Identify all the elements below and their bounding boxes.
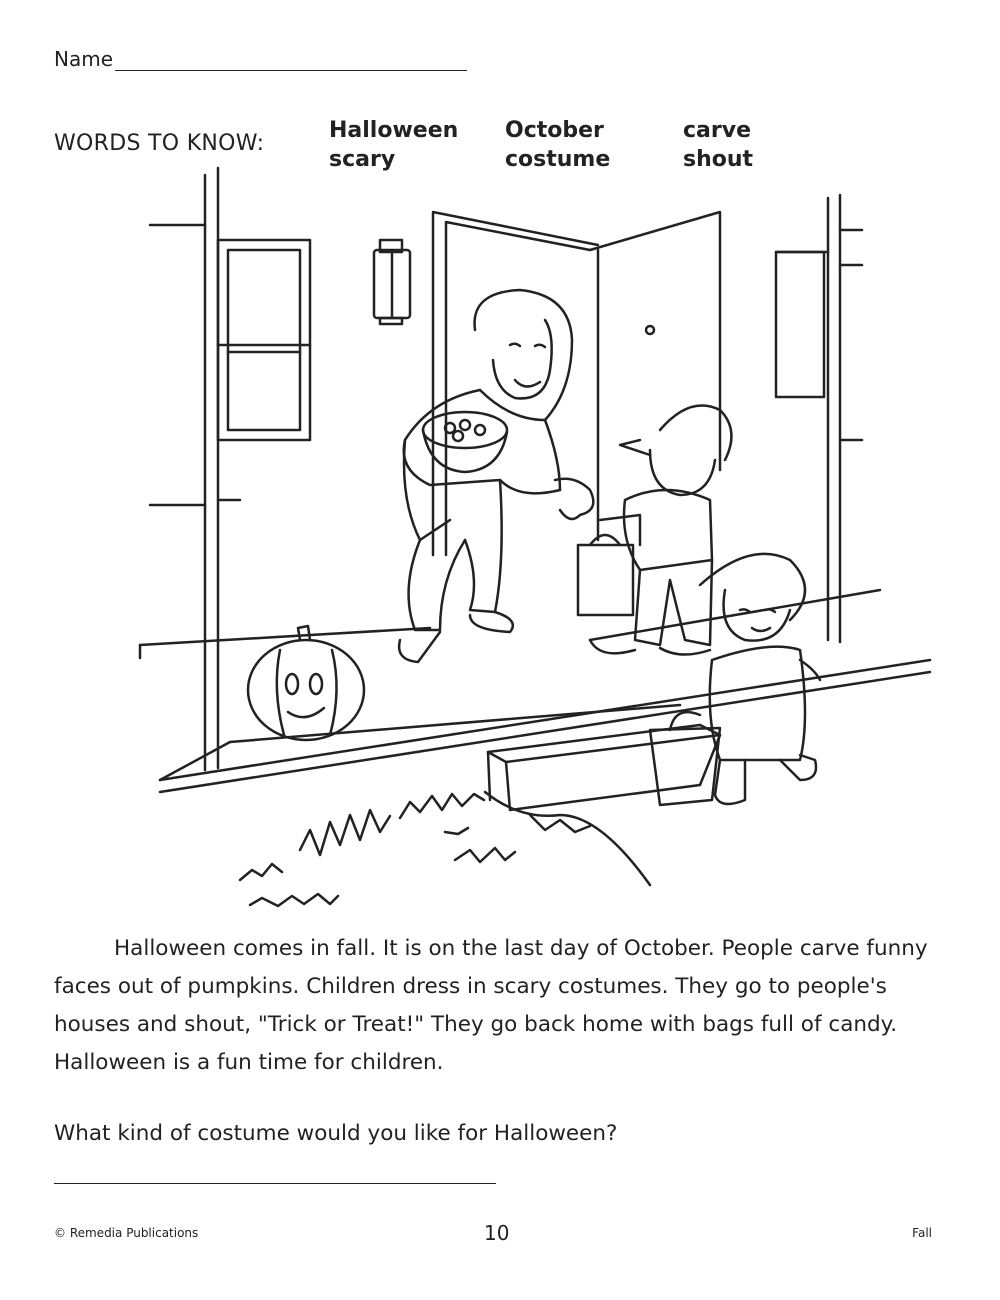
jack-o-lantern bbox=[248, 626, 364, 740]
answer-write-line[interactable] bbox=[54, 1183, 496, 1184]
child-in-costume bbox=[650, 554, 820, 805]
porch-post-right bbox=[828, 195, 840, 642]
name-label: Name bbox=[54, 47, 114, 71]
porch-step bbox=[488, 725, 720, 810]
words-to-know-label: WORDS TO KNOW: bbox=[54, 131, 265, 156]
vocab-word: carve bbox=[683, 118, 751, 143]
section-label: Fall bbox=[912, 1226, 932, 1240]
vocab-word: scary bbox=[329, 147, 396, 172]
front-door bbox=[433, 212, 720, 555]
copyright-text: © Remedia Publications bbox=[54, 1226, 199, 1240]
porch-lamp bbox=[374, 240, 410, 324]
question-text: What kind of costume would you like for Halloween? bbox=[54, 1121, 618, 1146]
woman-with-candy-bowl bbox=[399, 290, 593, 662]
reading-passage: Halloween comes in fall. It is on the last day of October. People carve funny faces out of pumpkins. Children dress in scary costumes. They go to people's houses and shout, "Trick or Treat!" They go back home with bags full of candy. Halloween is a fun time for children. bbox=[54, 936, 928, 1075]
page-number: 10 bbox=[484, 1221, 510, 1245]
vocab-word: shout bbox=[683, 147, 754, 172]
porch-floor bbox=[140, 590, 930, 792]
child-in-witch-mask bbox=[578, 406, 731, 655]
house-window bbox=[218, 240, 310, 440]
vocab-word: costume bbox=[505, 147, 611, 172]
yard-grass bbox=[240, 792, 650, 906]
vocab-word: October bbox=[505, 118, 604, 143]
porch-post-left bbox=[205, 168, 218, 770]
vocab-word: Halloween bbox=[329, 118, 459, 143]
